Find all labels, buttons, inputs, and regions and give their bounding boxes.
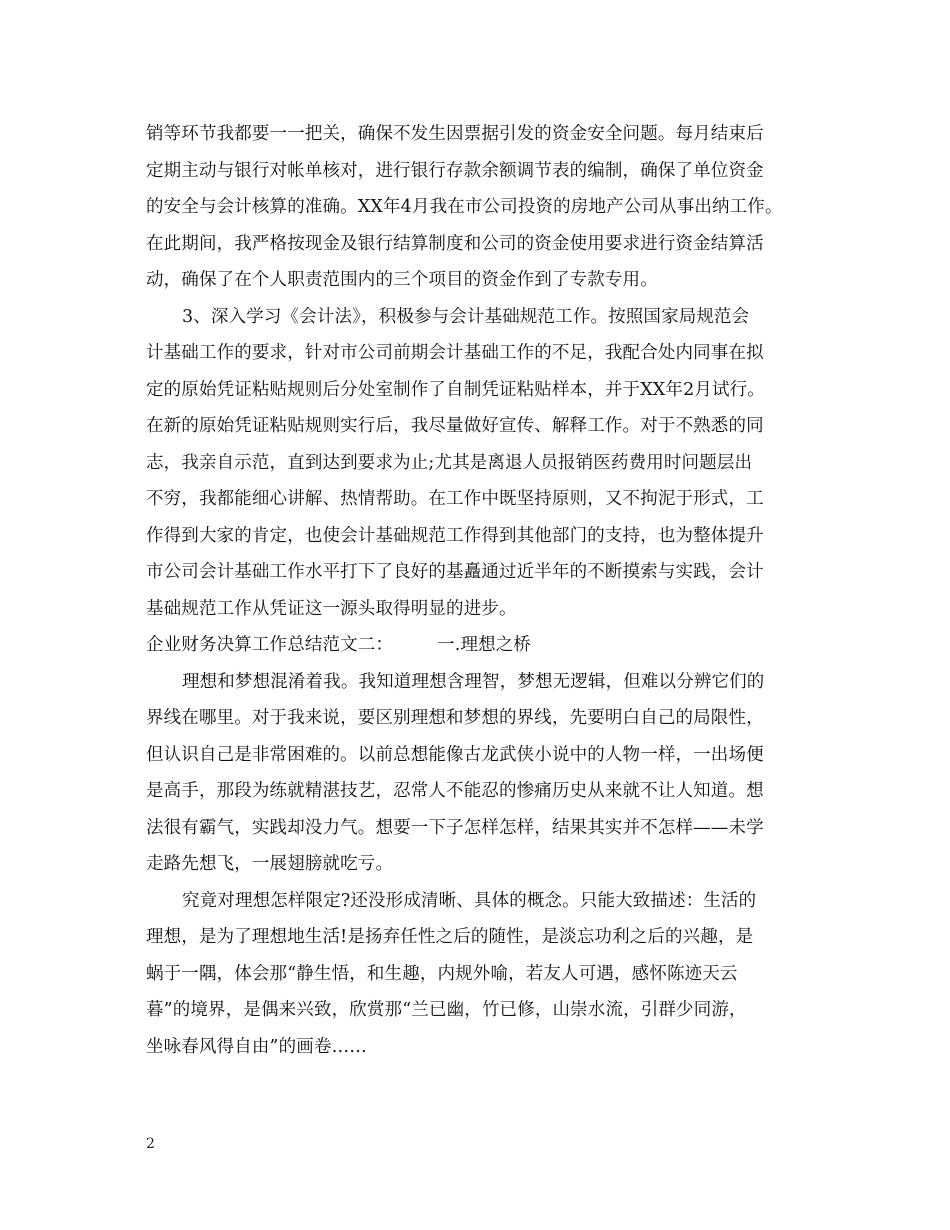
- body-line-11: 不穷，我都能细心讲解、热情帮助。在工作中既坚持原则，又不拘泥于形式，工: [146, 489, 764, 509]
- body-line-7: 计基础工作的要求，针对市公司前期会计基础工作的不足，我配合处内同事在拟: [146, 343, 764, 363]
- body-line-20: 是高手，那段为练就精湛技艺，忍常人不能忍的惨痛历史从来就不让人知道。想: [146, 781, 764, 801]
- body-line-14: 基础规范工作从凭证这一源头取得明显的进步。: [146, 598, 517, 619]
- body-line-4: 在此期间，我严格按现金及银行结算制度和公司的资金使用要求进行资金结算活: [146, 233, 764, 254]
- body-line-10: 志，我亲自示范，直到达到要求为止;尤其是离退人员报销医药费用时问题层出: [146, 452, 753, 473]
- body-line-21: 法很有霸气，实践却没力气。想要一下子怎样怎样，结果其实并不怎样——未学: [146, 817, 764, 838]
- body-line-23: 究竟对理想怎样限定?还没形成清晰、具体的概念。只能大致描述：生活的: [182, 890, 757, 911]
- body-line-17: 理想和梦想混淆着我。我知道理想含理智，梦想无逻辑，但难以分辨它们的: [182, 671, 765, 692]
- section-heading: 企业财务决算工作总结范文二：: [146, 635, 394, 655]
- body-line-24: 理想，是为了理想地生活!是扬弃任性之后的随性，是淡忘功利之后的兴趣，是: [146, 927, 754, 947]
- body-line-1: 销等环节我都要一一把关，确保不发生因票据引发的资金安全问题。每月结束后: [146, 124, 764, 144]
- body-line-22: 走路先想飞，一展翅膀就吃亏。: [146, 854, 394, 874]
- body-line-25: 蜗于一隅，体会那“静生悟，和生趣，内规外喻，若友人可遇，感怀陈迹天云: [146, 963, 738, 984]
- body-line-3: 的安全与会计核算的准确。XX年4月我在市公司投资的房地产公司从事出纳工作。: [146, 197, 783, 217]
- body-line-19: 但认识自己是非常困难的。以前总想能像古龙武侠小说中的人物一样，一出场便: [146, 744, 764, 765]
- body-line-9: 在新的原始凭证粘贴规则实行后，我尽量做好宣传、解释工作。对于不熟悉的同: [146, 416, 764, 436]
- body-line-5: 动，确保了在个人职责范围内的三个项目的资金作到了专款专用。: [146, 270, 658, 290]
- page-content: [146, 116, 826, 1065]
- section-subtitle: 一.理想之桥: [437, 635, 532, 655]
- section-heading-line: [146, 627, 826, 664]
- page-number: 2: [146, 1136, 155, 1152]
- body-line-2: 定期主动与银行对帐单核对，进行银行存款余额调节表的编制，确保了单位资金: [146, 160, 764, 181]
- body-line-13: 市公司会计基础工作水平打下了良好的基矗通过近半年的不断摸索与实践，会计: [146, 562, 764, 582]
- body-line-26: 暮”的境界，是偶来兴致，欣赏那“兰已幽，竹已修，山崇水流，引群少同游，: [146, 1000, 747, 1020]
- body-line-18: 界线在哪里。对于我来说，要区别理想和梦想的界线，先要明白自己的局限性，: [146, 708, 764, 728]
- body-line-27: 坐咏春风得自由”的画卷……: [146, 1036, 367, 1057]
- body-line-6: 3、深入学习《会计法》，积极参与会计基础规范工作。按照国家局规范会: [182, 306, 750, 327]
- body-line-8: 定的原始凭证粘贴规则后分处室制作了自制凭证粘贴样本，并于XX年2月试行。: [146, 379, 765, 400]
- body-line-12: 作得到大家的肯定，也使会计基础规范工作得到其他部门的支持，也为整体提升: [146, 525, 764, 546]
